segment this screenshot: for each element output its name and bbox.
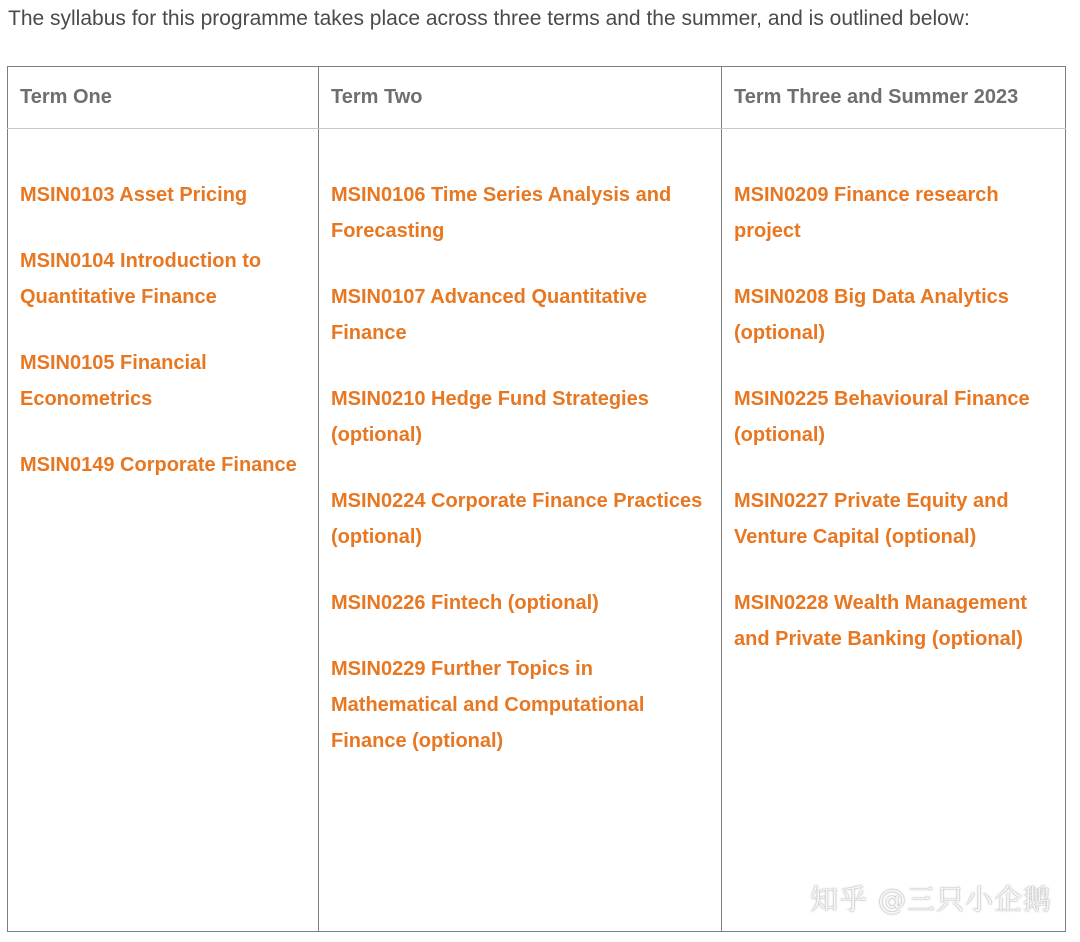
course-link-msin0224[interactable]: MSIN0224 Corporate Finance Practices (optional) xyxy=(331,490,703,548)
term-two-cell xyxy=(319,129,722,932)
course-link-msin0149[interactable]: MSIN0149 Corporate Finance xyxy=(20,454,297,476)
course-link-msin0104[interactable]: MSIN0104 Introduction to Quantitative Finance xyxy=(20,250,262,308)
course-link-msin0226[interactable]: MSIN0226 Fintech (optional) xyxy=(331,592,599,614)
header-term-one: Term One xyxy=(8,67,319,129)
course-link-msin0208[interactable]: MSIN0208 Big Data Analytics (optional) xyxy=(734,286,1009,344)
header-term-three-summer: Term Three and Summer 2023 xyxy=(722,67,1066,129)
course-link-msin0227[interactable]: MSIN0227 Private Equity and Venture Capital (optional) xyxy=(734,490,1009,548)
course-link-msin0103[interactable]: MSIN0103 Asset Pricing xyxy=(20,184,248,206)
table-header-row xyxy=(8,67,1066,129)
watermark: 知乎 @三只小企鹅 xyxy=(810,883,1052,916)
course-link-msin0106[interactable]: MSIN0106 Time Series Analysis and Forecasting xyxy=(331,184,672,242)
syllabus-table xyxy=(7,66,1066,932)
table-row xyxy=(8,129,1066,932)
course-link-msin0228[interactable]: MSIN0228 Wealth Management and Private Banking (optional) xyxy=(734,592,1028,650)
course-link-msin0225[interactable]: MSIN0225 Behavioural Finance (optional) xyxy=(734,388,1030,446)
course-link-msin0210[interactable]: MSIN0210 Hedge Fund Strategies (optional) xyxy=(331,388,649,446)
course-link-msin0209[interactable]: MSIN0209 Finance research project xyxy=(734,184,999,242)
intro-text: The syllabus for this programme takes place across three terms and the summer, and is outlined below: xyxy=(8,7,970,30)
course-link-msin0107[interactable]: MSIN0107 Advanced Quantitative Finance xyxy=(331,286,648,344)
term-one-cell xyxy=(8,129,319,932)
header-term-two: Term Two xyxy=(319,67,722,129)
term-three-cell xyxy=(722,129,1066,932)
course-link-msin0229[interactable]: MSIN0229 Further Topics in Mathematical and Computational Finance (optional) xyxy=(331,658,645,752)
course-link-msin0105[interactable]: MSIN0105 Financial Econometrics xyxy=(20,352,207,410)
